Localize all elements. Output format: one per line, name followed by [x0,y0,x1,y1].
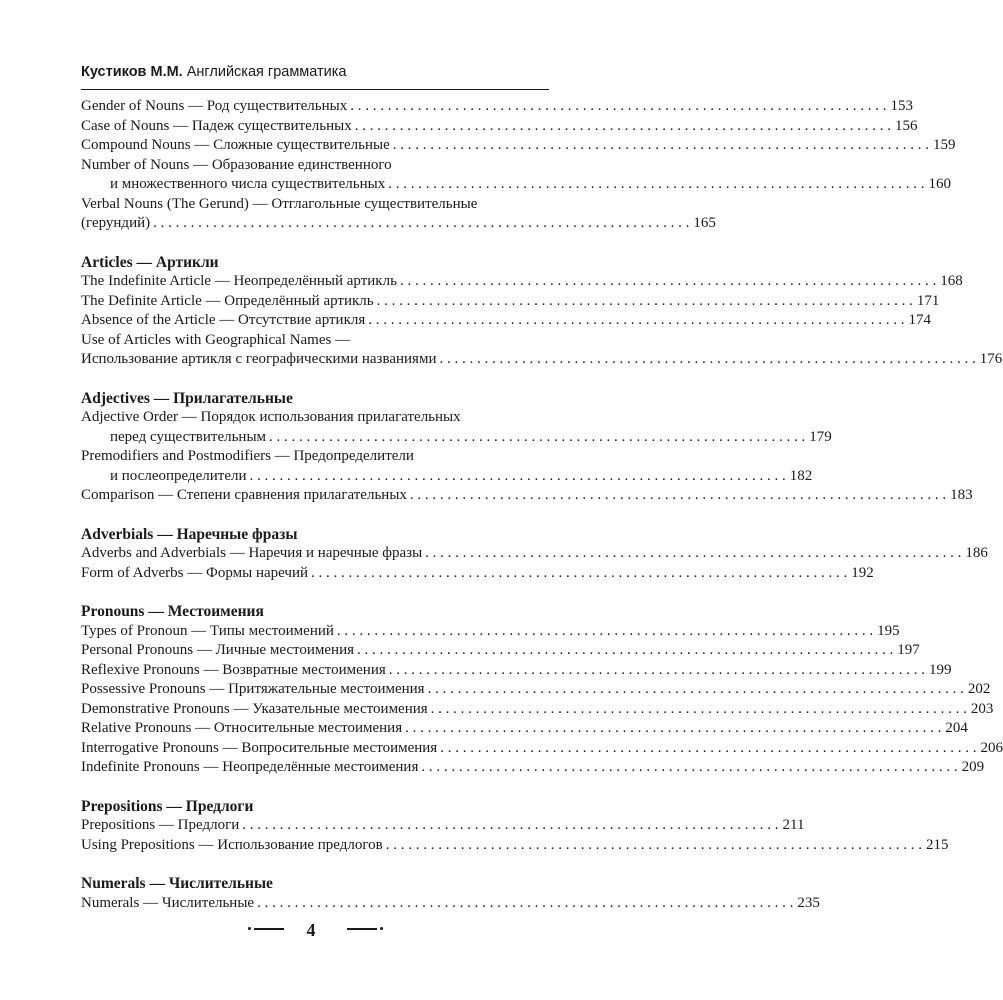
toc-section-title: Articles — Артикли [81,253,219,271]
dot-leader [389,661,925,681]
toc-entry-title: Using Prepositions — Использование предлогов [81,836,383,853]
toc-entry-title: перед существительным [110,428,267,445]
toc-entry-page: 206 [980,739,1003,756]
toc-entry-page: 211 [782,817,805,833]
toc-entry [81,719,968,739]
dot-leader [386,836,922,856]
toc-entry [81,156,549,176]
dot-leader [368,311,904,331]
toc-entry-title: и множественного числа существительных [110,176,386,192]
toc-entry-page: 179 [809,428,832,445]
toc-entry-title: Number of Nouns — Образование единственного [81,156,392,173]
toc-entry [81,544,988,564]
toc-entry-page: 160 [928,176,951,192]
toc-entry-title: Adjective Order — Порядок использования прилагательных [81,409,461,425]
toc-entry [81,641,920,661]
toc-entry-page: 197 [897,642,920,658]
toc-entry-title: Demonstrative Pronouns — Указательные местоимения [81,700,428,717]
dot-leader [355,117,891,137]
toc-entry [81,292,940,312]
toc-entry-page: 174 [908,312,931,328]
toc-entry [81,311,931,331]
toc-entry-page: 203 [970,700,994,717]
toc-entry-title: Numerals — Числительные [81,894,255,911]
toc-entry [81,175,951,195]
toc-entry [81,661,952,681]
toc-entry-page: 153 [890,98,913,114]
toc-entry-title: Relative Pronouns — Относительные местоимения [81,720,403,736]
dot-leader [439,350,975,370]
toc-entry-title: Interrogative Pronouns — Вопросительные местоимения [81,739,438,756]
header-author: Кустиков М.М. [81,64,183,80]
toc-section [81,389,973,506]
toc-entry-title: Adverbs and Adverbials — Наречия и наречные фразы [81,545,423,561]
toc-section [81,253,1003,370]
toc-entry-page: 183 [950,487,973,503]
dot-leader [350,97,886,117]
toc-entry-title: Compound Nouns — Сложные существительные [81,137,390,153]
toc-entry-page: 182 [789,467,813,484]
toc-entry [81,428,832,448]
toc-entry [81,350,1003,370]
toc-section-title: Numerals — Числительные [81,875,273,892]
toc-section-title: Prepositions — Предлоги [81,797,254,815]
dot-leader [393,136,929,156]
toc-entry-page: 168 [940,273,963,289]
dot-leader [440,739,976,759]
toc-entry-title: и послеопределители [110,467,247,484]
toc-entry-page: 171 [916,292,940,309]
toc-entry-page: 204 [945,720,968,736]
dot-leader [357,641,893,661]
toc-entry-page: 192 [851,564,874,581]
toc-entry-title: Absence of the Article — Отсутствие артикля [81,312,366,328]
dot-leader [410,486,946,506]
dot-leader [311,564,847,584]
toc-entry [81,700,994,720]
header-rule [81,89,549,90]
dot-leader [269,428,805,448]
toc-entry [81,97,913,117]
toc-entry-title: Possessive Pronouns — Притяжательные местоимения [81,681,425,697]
toc-section-title: Adverbials — Наречные фразы [81,525,298,543]
toc-entry-title: Premodifiers and Postmodifiers — Предопределители [81,448,414,464]
page-footer [0,918,619,942]
dot-leader [425,544,961,564]
toc-entry-title: Gender of Nouns — Род существительных [81,98,348,114]
dot-leader [153,214,689,234]
toc-entry [81,117,918,137]
footer-ornament-dot [248,927,251,930]
dot-leader [377,292,913,312]
dot-leader [257,894,793,914]
toc-entry [81,136,956,156]
footer-ornament-dash [347,928,377,930]
dot-leader [337,622,873,642]
toc-section [81,525,988,584]
toc-section-title: Pronouns — Местоимения [81,603,264,620]
toc-entry [81,758,985,778]
toc-entry-title: Reflexive Pronouns — Возвратные местоимения [81,661,386,678]
running-header [81,62,549,82]
toc-entry-page: 209 [961,759,985,775]
toc-entry [81,331,549,351]
toc-entry [81,214,716,234]
toc-entry [81,894,820,914]
table-of-contents [81,97,1003,913]
toc-entry [81,447,549,467]
dot-leader [428,680,964,700]
toc-entry-page: 199 [929,661,952,678]
toc-entry-title: Indefinite Pronouns — Неопределённые местоимения [81,759,419,775]
toc-entry [81,486,973,506]
toc-entry-page: 165 [693,215,716,231]
toc-section-title: Adjectives — Прилагательные [81,389,293,407]
toc-entry [81,680,991,700]
toc-entry-title: Form of Adverbs — Формы наречий [81,564,309,581]
toc-entry-page: 159 [933,137,956,153]
toc-entry [81,739,1003,759]
toc-section [81,602,1003,778]
toc-entry-title: Case of Nouns — Падеж существительных [81,117,352,134]
dot-leader [400,272,936,292]
toc-entry-title: The Indefinite Article — Неопределённый артикль [81,273,397,289]
toc-entry [81,836,949,856]
toc-section [81,874,820,913]
dot-leader [388,175,924,195]
toc-entry-page: 195 [877,622,900,639]
footer-ornament-dot [380,927,383,930]
toc-entry-title: Personal Pronouns — Личные местоимения [81,642,355,658]
toc-entry [81,195,549,215]
toc-entry [81,467,813,487]
toc-entry [81,408,549,428]
toc-entry-title: Verbal Nouns (The Gerund) — Отглагольные существительные [81,195,478,212]
toc-entry-page: 215 [925,836,949,853]
toc-entry-title: Comparison — Степени сравнения прилагательных [81,487,407,503]
toc-entry [81,622,900,642]
toc-entry-title: (герундий) [81,215,151,231]
toc-section [81,797,949,856]
toc-entry-title: The Definite Article — Определённый артикль [81,292,374,309]
toc-entry [81,816,805,836]
toc-entry-title: Использование артикля с географическими названиями [81,351,437,367]
toc-entry-title: Prepositions — Предлоги [81,817,240,833]
toc-entry [81,272,963,292]
toc-entry-title: Use of Articles with Geographical Names — [81,331,351,348]
toc-entry-page: 156 [894,117,918,134]
header-book-title: Английская грамматика [186,64,347,80]
toc-entry [81,564,874,584]
dot-leader [250,467,786,487]
toc-entry-title: Types of Pronoun — Типы местоимений [81,622,334,639]
toc-entry-page: 176 [979,351,1003,367]
toc-entry-page: 235 [797,894,820,911]
page-number: 4 [306,920,316,940]
dot-leader [405,719,941,739]
toc-entry-page: 186 [965,545,988,561]
toc-entry-page: 202 [967,681,991,697]
footer-ornament-dash [254,928,284,930]
dot-leader [431,700,967,720]
dot-leader [242,816,778,836]
dot-leader [421,758,957,778]
